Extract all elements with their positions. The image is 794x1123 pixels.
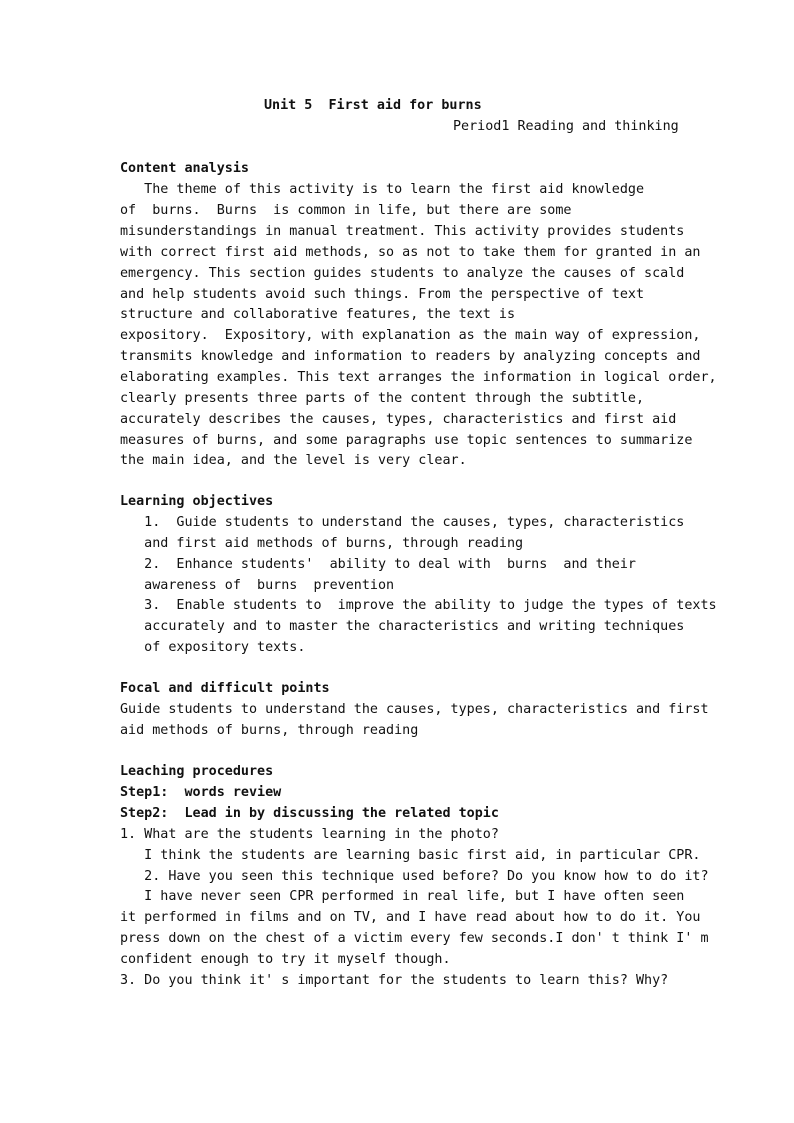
paragraph-line: with correct first aid methods, so as not to take them for granted in an xyxy=(120,245,701,260)
learning-objectives-heading: Learning objectives xyxy=(120,494,274,509)
focal-points-heading: Focal and difficult points xyxy=(120,681,330,696)
paragraph-line: The theme of this activity is to learn the first aid knowledge xyxy=(120,182,645,197)
paragraph-line: accurately describes the causes, types, characteristics and first aid xyxy=(120,412,677,427)
paragraph-line: 3. Do you think it' s important for the students to learn this? Why? xyxy=(120,973,669,988)
document-title: Unit 5 First aid for burns xyxy=(264,98,482,113)
step2-heading: Step2: Lead in by discussing the related topic xyxy=(120,806,499,821)
paragraph-line: measures of burns, and some paragraphs use topic sentences to summarize xyxy=(120,433,693,448)
paragraph-line: the main idea, and the level is very clear. xyxy=(120,453,467,468)
paragraph-line: elaborating examples. This text arranges the information in logical order, xyxy=(120,370,717,385)
document-subtitle: Period1 Reading and thinking xyxy=(453,119,679,134)
step1-heading: Step1: words review xyxy=(120,785,282,800)
list-item-line: 1. Guide students to understand the causes, types, characteristics xyxy=(120,515,685,530)
list-item-line: awareness of burns prevention xyxy=(120,578,395,593)
list-item-line: of expository texts. xyxy=(120,640,306,655)
paragraph-line: confident enough to try it myself though. xyxy=(120,952,451,967)
list-item-line: and first aid methods of burns, through reading xyxy=(120,536,524,551)
paragraph-line: it performed in films and on TV, and I have read about how to do it. You xyxy=(120,910,701,925)
paragraph-line: and help students avoid such things. From the perspective of text xyxy=(120,287,645,302)
paragraph-line: emergency. This section guides students to analyze the causes of scald xyxy=(120,266,685,281)
paragraph-line: Guide students to understand the causes, types, characteristics and first xyxy=(120,702,709,717)
paragraph-line: I think the students are learning basic first aid, in particular CPR. xyxy=(120,848,701,863)
paragraph-line: I have never seen CPR performed in real life, but I have often seen xyxy=(120,889,685,904)
paragraph-line: transmits knowledge and information to readers by analyzing concepts and xyxy=(120,349,701,364)
procedures-heading: Leaching procedures xyxy=(120,764,274,779)
paragraph-line: clearly presents three parts of the content through the subtitle, xyxy=(120,391,645,406)
paragraph-line: of burns. Burns is common in life, but there are some xyxy=(120,203,572,218)
paragraph-line: 1. What are the students learning in the photo? xyxy=(120,827,499,842)
list-item-line: accurately and to master the characteristics and writing techniques xyxy=(120,619,685,634)
paragraph-line: expository. Expository, with explanation as the main way of expression, xyxy=(120,328,701,343)
content-analysis-heading: Content analysis xyxy=(120,161,249,176)
paragraph-line: aid methods of burns, through reading xyxy=(120,723,419,738)
paragraph-line: misunderstandings in manual treatment. This activity provides students xyxy=(120,224,685,239)
list-item-line: 2. Enhance students' ability to deal with burns and their xyxy=(120,557,636,572)
paragraph-line: press down on the chest of a victim every few seconds.I don' t think I' m xyxy=(120,931,709,946)
list-item-line: 3. Enable students to improve the ability to judge the types of texts xyxy=(120,598,717,613)
paragraph-line: 2. Have you seen this technique used before? Do you know how to do it? xyxy=(120,869,709,884)
paragraph-line: structure and collaborative features, the text is xyxy=(120,307,516,322)
